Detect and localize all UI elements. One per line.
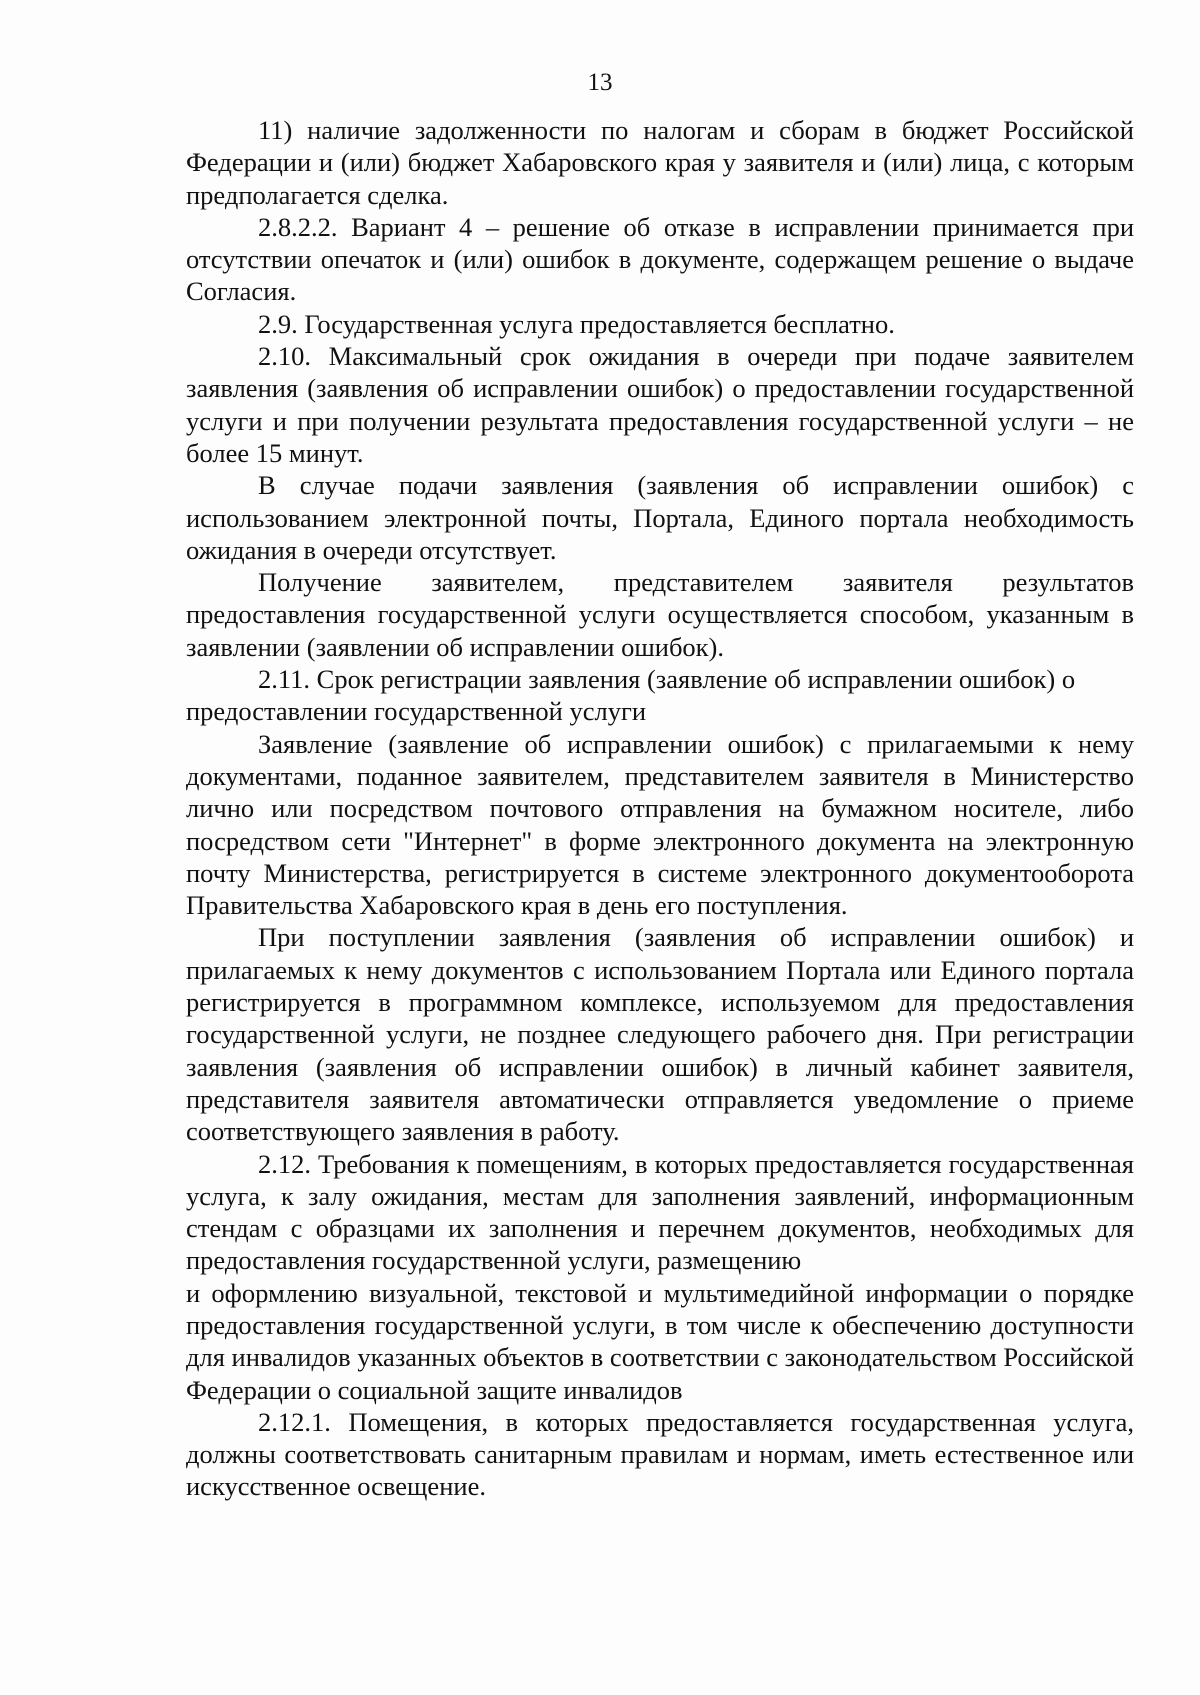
paragraph-2-12: 2.12. Требования к помещениям, в которых предоставляется государственная услуга, к залу ожидания, местам для заполнения заявлений, информационным стендам с образцами их заполнения и перечнем документов, необходимых для предоставления государственной услуги, размещению — [186, 1148, 1134, 1276]
paragraph-2-12-continued: и оформлению визуальной, текстовой и мультимедийной информации о порядке предоставления государственной услуги, в том числе к обеспечению доступности для инвалидов указанных объектов в соответствии с законодательством Российской Федерации о социальной защите инвалидов — [186, 1277, 1134, 1405]
paragraph-result-delivery: Получение заявителем, представителем заявителя результатов предоставления государственной услуги осуществляется способом, указанным в заявлении (заявлении об исправлении ошибок). — [186, 567, 1134, 662]
paragraph-2-12-1: 2.12.1. Помещения, в которых предоставляется государственная услуга, должны соответствовать санитарным правилам и нормам, иметь естественное или искусственное освещение. — [186, 1406, 1134, 1502]
paragraph-2-10: 2.10. Максимальный срок ожидания в очереди при подаче заявителем заявления (заявления об исправлении ошибок) о предоставлении государственной услуги и при получении результата предоставления государственной услуги – не более 15 минут. — [186, 341, 1134, 468]
paragraph-portal-registration: При поступлении заявления (заявления об исправлении ошибок) и прилагаемых к нему документов с использованием Портала или Единого портала регистрируется в программном комплексе, используемом для предоставления государственной услуги, не позднее следующего рабочего дня. При регистрации заявления (заявления об исправлении ошибок) в личный кабинет заявителя, представителя заявителя автоматически отправляется уведомление о приеме соответствующего заявления в работу. — [186, 922, 1134, 1147]
paragraph-2-9: 2.9. Государственная услуга предоставляется бесплатно. — [258, 308, 895, 339]
paragraph-electronic-submission: В случае подачи заявления (заявления об исправлении ошибок) с использованием электронной почты, Портала, Единого портала необходимость ожидания в очереди отсутствует. — [186, 470, 1134, 565]
paragraph-2-8-2-2: 2.8.2.2. Вариант 4 – решение об отказе в исправлении принимается при отсутствии опечаток и (или) ошибок в документе, содержащем решение о выдаче Согласия. — [186, 211, 1134, 307]
page-number: 13 — [587, 69, 613, 96]
paragraph-2-11: 2.11. Срок регистрации заявления (заявление об исправлении ошибок) о предоставлении государственной услуги — [186, 664, 1076, 727]
document-body — [186, 114, 1134, 1503]
paragraph-item-11: 11) наличие задолженности по налогам и сборам в бюджет Российской Федерации и (или) бюджет Хабаровского края у заявителя и (или) лица, с которым предполагается сделка. — [186, 115, 1134, 210]
paragraph-application-registration: Заявление (заявление об исправлении ошибок) с прилагаемыми к нему документами, поданное заявителем, представителем заявителя в Министерство лично или посредством почтового отправления на бумажном носителе, либо посредством сети "Интернет" в форме электронного документа на электронную почту Министерства, регистрируется в системе электронного документооборота Правительства Хабаровского края в день его поступления. — [186, 728, 1134, 921]
